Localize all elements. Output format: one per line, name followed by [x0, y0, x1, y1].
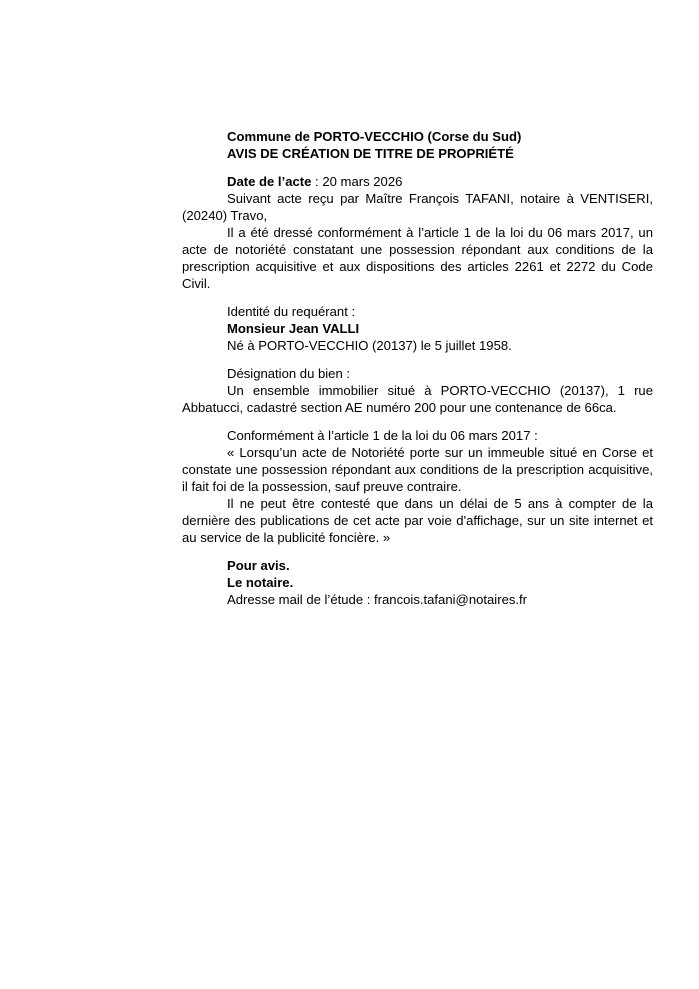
identite-label: Identité du requérant :	[227, 304, 356, 319]
section-identite	[182, 303, 653, 354]
section-acte	[182, 173, 653, 292]
date-acte-line	[182, 173, 653, 190]
identite-naissance: Né à PORTO-VECCHIO (20137) le 5 juillet 1958.	[227, 338, 512, 353]
conformite-label: Conformément à l’article 1 de la loi du 06 mars 2017 :	[227, 428, 538, 443]
section-designation	[182, 365, 653, 416]
para-suivant-acte: Suivant acte reçu par Maître François TAFANI, notaire à VENTISERI, (20240) Travo,	[182, 191, 653, 223]
identite-nom: Monsieur Jean VALLI	[227, 321, 360, 336]
section-footer	[182, 557, 653, 608]
header-commune-line: Commune de PORTO-VECCHIO (Corse du Sud)	[227, 129, 522, 144]
para-citation-2: Il ne peut être contesté que dans un délai de 5 ans à compter de la dernière des publications de cet acte par voie d'affichage, sur un site internet et au service de la publicité foncière. »	[182, 496, 653, 545]
section-conformite	[182, 427, 653, 546]
date-acte-label: Date de l’acte	[227, 174, 312, 189]
para-acte-notoriete: Il a été dressé conformément à l’article 1 de la loi du 06 mars 2017, un acte de notoriété constatant une possession répondant aux conditions de la prescription acquisitive et aux dispositions des articles 2261 et 2272 du Code Civil.	[182, 225, 653, 291]
header-avis-line: AVIS DE CRÉATION DE TITRE DE PROPRIÉTÉ	[227, 146, 514, 161]
adresse-mail-line: Adresse mail de l’étude : francois.tafani@notaires.fr	[227, 592, 528, 607]
para-citation-1: « Lorsqu’un acte de Notoriété porte sur un immeuble situé en Corse et constate une possession répondant aux conditions de la prescription acquisitive, il fait foi de la possession, sauf preuve contraire.	[182, 445, 653, 494]
para-designation-bien: Un ensemble immobilier situé à PORTO-VECCHIO (20137), 1 rue Abbatucci, cadastré section AE numéro 200 pour une contenance de 66ca.	[182, 383, 653, 415]
pour-avis-line: Pour avis.	[227, 558, 290, 573]
designation-label: Désignation du bien :	[227, 366, 351, 381]
notaire-line: Le notaire.	[227, 575, 294, 590]
date-acte-value: : 20 mars 2026	[311, 174, 403, 189]
document-header	[182, 128, 653, 162]
